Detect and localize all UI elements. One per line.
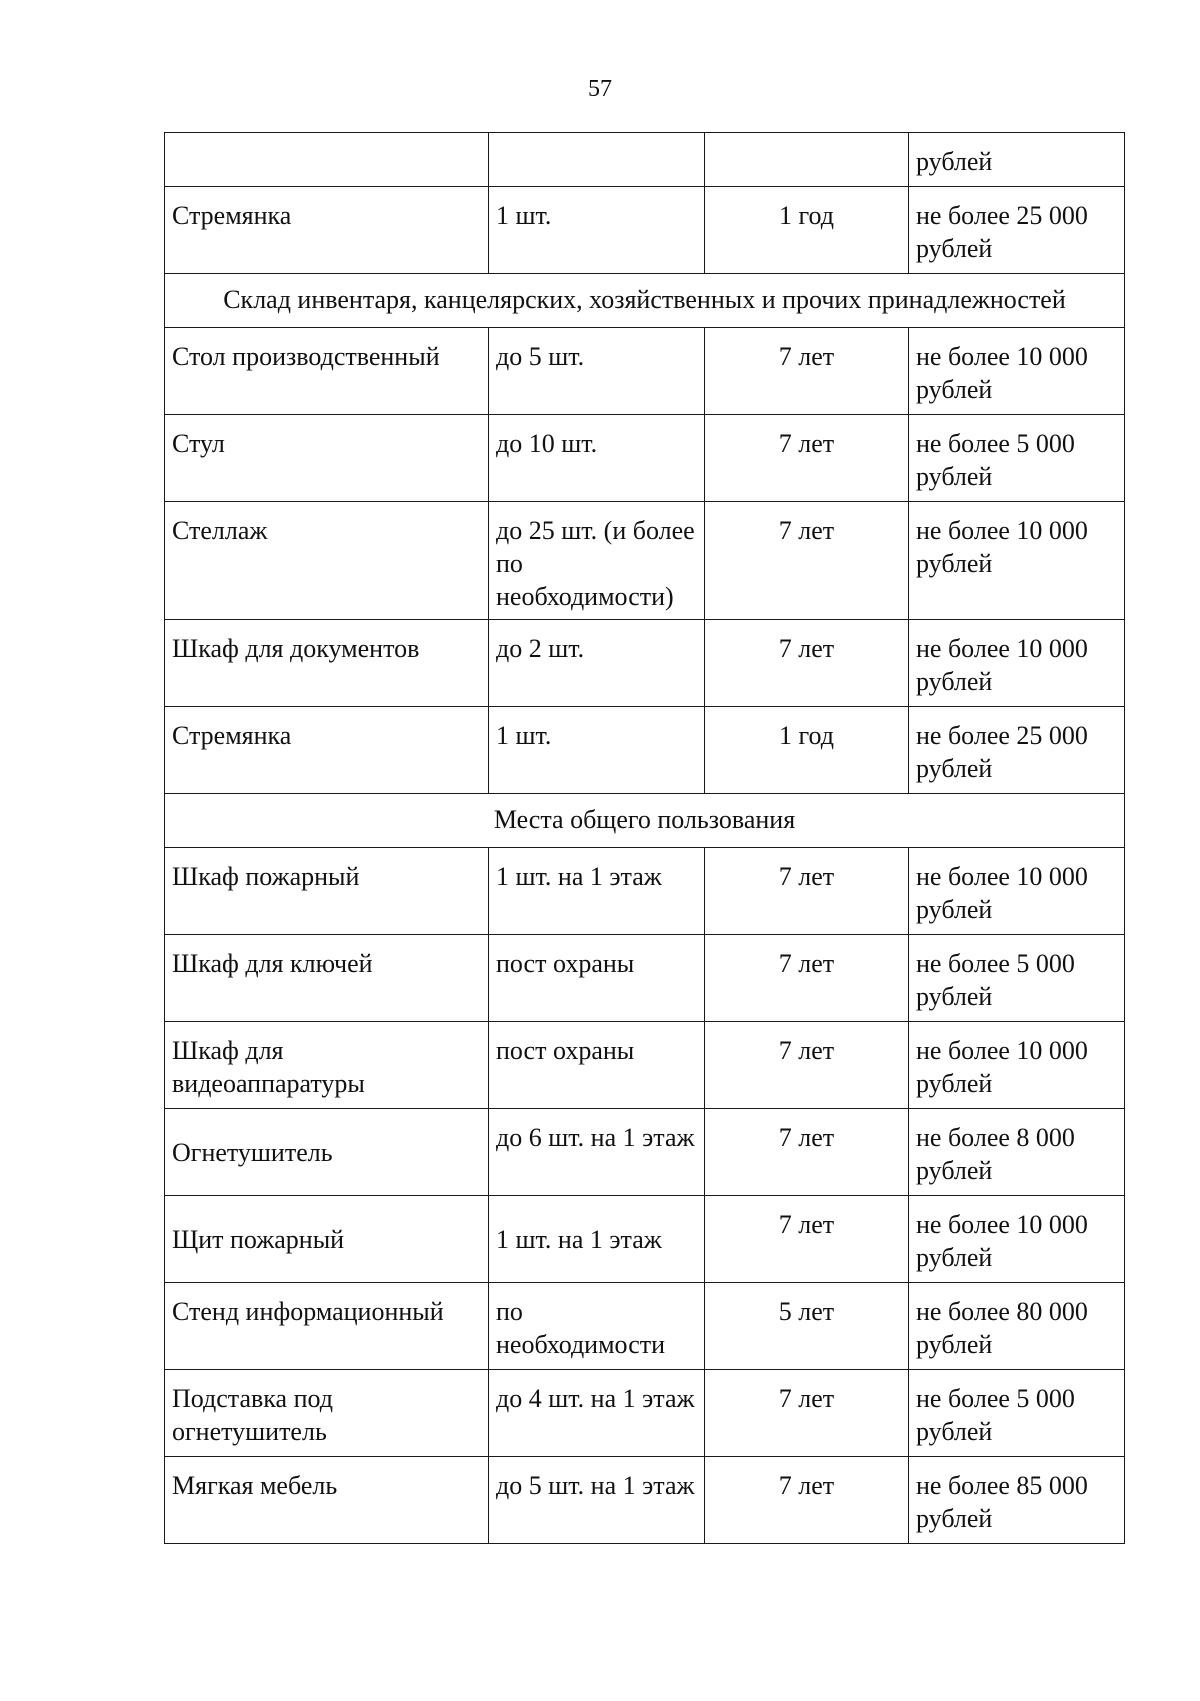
cell-price: не более 5 000 рублей <box>909 415 1125 502</box>
cell-quantity: до 4 шт. на 1 этаж <box>489 1370 705 1457</box>
cell-quantity <box>489 133 705 187</box>
cell-price: не более 10 000 рублей <box>909 1022 1125 1109</box>
inventory-table <box>164 132 1125 1544</box>
cell-term: 7 лет <box>705 1196 909 1283</box>
cell-term: 7 лет <box>705 620 909 707</box>
cell-quantity: 1 шт. <box>489 187 705 274</box>
table-row <box>165 1283 1125 1370</box>
cell-price: не более 10 000 рублей <box>909 848 1125 935</box>
cell-name: Стол производственный <box>165 328 489 415</box>
table-row <box>165 502 1125 620</box>
table-row-continuation <box>165 133 1125 187</box>
section-heading-row <box>165 794 1125 848</box>
table-row <box>165 848 1125 935</box>
cell-quantity: 1 шт. на 1 этаж <box>489 848 705 935</box>
cell-name: Стремянка <box>165 707 489 794</box>
cell-term: 5 лет <box>705 1283 909 1370</box>
section-heading: Склад инвентаря, канцелярских, хозяйственных и прочих принадлежностей <box>165 274 1125 328</box>
cell-quantity: до 25 шт. (и более по необходимости) <box>489 502 705 620</box>
cell-quantity: до 2 шт. <box>489 620 705 707</box>
table-row <box>165 1370 1125 1457</box>
cell-price: не более 80 000 рублей <box>909 1283 1125 1370</box>
cell-quantity: до 5 шт. на 1 этаж <box>489 1457 705 1544</box>
cell-name: Огнетушитель <box>165 1109 489 1196</box>
cell-price: не более 5 000 рублей <box>909 935 1125 1022</box>
cell-price: рублей <box>909 133 1125 187</box>
section-heading-row <box>165 274 1125 328</box>
cell-price: не более 10 000 рублей <box>909 328 1125 415</box>
cell-term: 7 лет <box>705 328 909 415</box>
cell-quantity: пост охраны <box>489 1022 705 1109</box>
table-row <box>165 1196 1125 1283</box>
cell-quantity: пост охраны <box>489 935 705 1022</box>
cell-quantity: до 5 шт. <box>489 328 705 415</box>
cell-term: 7 лет <box>705 1109 909 1196</box>
cell-term: 7 лет <box>705 1022 909 1109</box>
cell-quantity: 1 шт. <box>489 707 705 794</box>
table-row <box>165 707 1125 794</box>
cell-term: 7 лет <box>705 935 909 1022</box>
cell-name: Шкаф пожарный <box>165 848 489 935</box>
cell-term: 1 год <box>705 707 909 794</box>
cell-quantity: до 10 шт. <box>489 415 705 502</box>
cell-name: Стеллаж <box>165 502 489 620</box>
cell-name: Подставка под огнетушитель <box>165 1370 489 1457</box>
cell-name: Мягкая мебель <box>165 1457 489 1544</box>
table-row <box>165 620 1125 707</box>
cell-name: Шкаф для ключей <box>165 935 489 1022</box>
cell-term: 7 лет <box>705 415 909 502</box>
cell-name: Шкаф для видеоаппаратуры <box>165 1022 489 1109</box>
table-row <box>165 187 1125 274</box>
section-heading: Места общего пользования <box>165 794 1125 848</box>
table-row <box>165 1109 1125 1196</box>
page-number: 57 <box>588 76 612 102</box>
cell-term: 1 год <box>705 187 909 274</box>
cell-term: 7 лет <box>705 848 909 935</box>
cell-name <box>165 133 489 187</box>
cell-price: не более 85 000 рублей <box>909 1457 1125 1544</box>
cell-price: не более 10 000 рублей <box>909 1196 1125 1283</box>
table-row <box>165 935 1125 1022</box>
cell-price: не более 5 000 рублей <box>909 1370 1125 1457</box>
cell-price: не более 25 000 рублей <box>909 707 1125 794</box>
cell-price: не более 10 000 рублей <box>909 620 1125 707</box>
cell-quantity: по необходимости <box>489 1283 705 1370</box>
cell-name: Стремянка <box>165 187 489 274</box>
cell-term: 7 лет <box>705 1457 909 1544</box>
cell-name: Шкаф для документов <box>165 620 489 707</box>
cell-quantity: до 6 шт. на 1 этаж <box>489 1109 705 1196</box>
cell-term: 7 лет <box>705 1370 909 1457</box>
table-row <box>165 415 1125 502</box>
cell-name: Стенд информационный <box>165 1283 489 1370</box>
cell-price: не более 8 000 рублей <box>909 1109 1125 1196</box>
table-row <box>165 1457 1125 1544</box>
cell-name: Стул <box>165 415 489 502</box>
cell-price: не более 10 000 рублей <box>909 502 1125 620</box>
cell-term: 7 лет <box>705 502 909 620</box>
cell-quantity: 1 шт. на 1 этаж <box>489 1196 705 1283</box>
cell-term <box>705 133 909 187</box>
cell-price: не более 25 000 рублей <box>909 187 1125 274</box>
cell-name: Щит пожарный <box>165 1196 489 1283</box>
table-row <box>165 1022 1125 1109</box>
table-row <box>165 328 1125 415</box>
